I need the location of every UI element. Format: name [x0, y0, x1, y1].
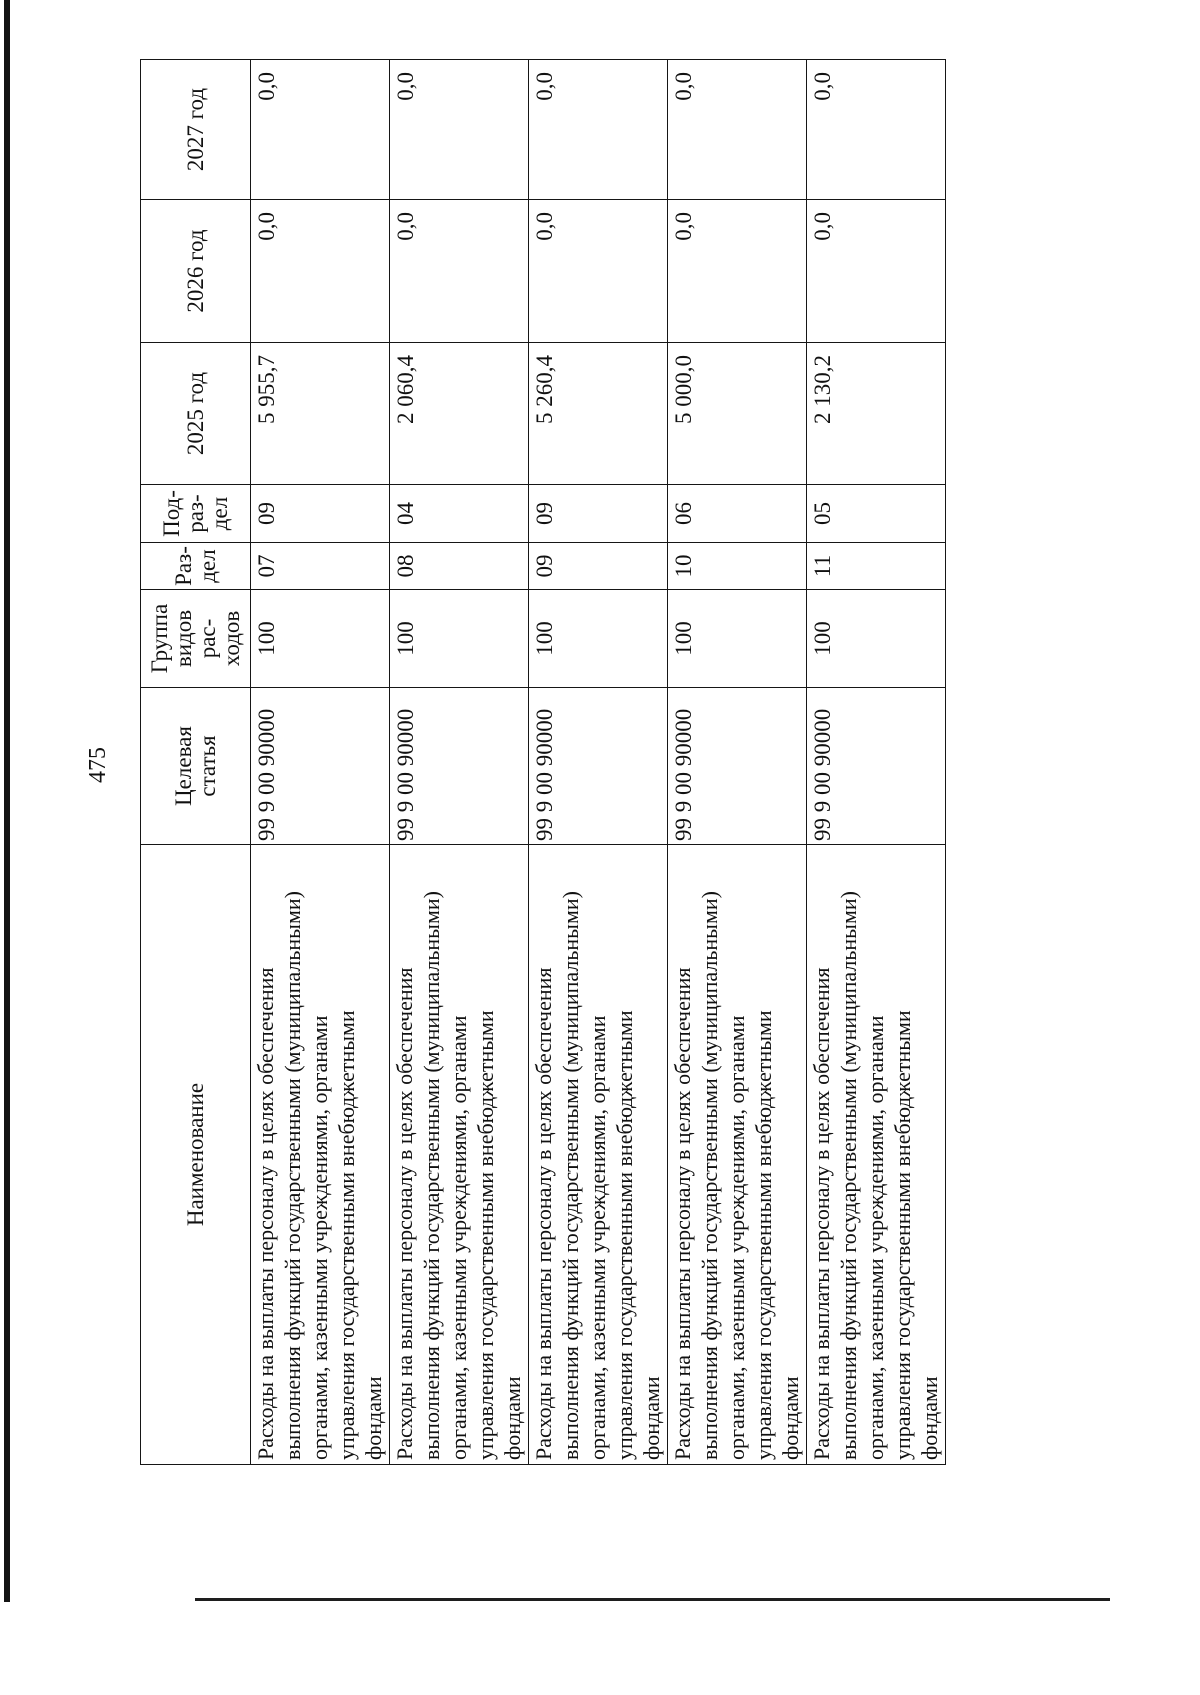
cell-name: Расходы на выплаты персоналу в целях обеспечения выполнения функций государственными (муниципальными) органами, казенными учреждениями, органами управления государственными внебюджетными фондами	[668, 845, 807, 1465]
header-year-2025: 2025 год	[141, 343, 251, 485]
table-row	[390, 60, 529, 1465]
header-year-2027: 2027 год	[141, 60, 251, 200]
cell-amount-2025: 5 260,4	[529, 343, 668, 485]
cell-subsection: 09	[251, 485, 390, 543]
cell-amount-2025: 5 955,7	[251, 343, 390, 485]
cell-expense-group: 100	[390, 590, 529, 688]
page-number: 475	[85, 747, 111, 783]
cell-section: 10	[668, 543, 807, 590]
cell-expense-group: 100	[807, 590, 946, 688]
cell-target-article: 99 9 00 90000	[807, 688, 946, 845]
header-expense-group: Группа видов рас- ходов	[141, 590, 251, 688]
cell-target-article: 99 9 00 90000	[390, 688, 529, 845]
cell-name: Расходы на выплаты персоналу в целях обеспечения выполнения функций государственными (муниципальными) органами, казенными учреждениями, органами управления государственными внебюджетными фондами	[807, 845, 946, 1465]
cell-amount-2026: 0,0	[668, 200, 807, 343]
cell-subsection: 05	[807, 485, 946, 543]
cell-amount-2026: 0,0	[529, 200, 668, 343]
cell-expense-group: 100	[251, 590, 390, 688]
table-body	[251, 60, 946, 1465]
cell-target-article: 99 9 00 90000	[529, 688, 668, 845]
budget-table	[140, 59, 946, 1465]
cell-target-article: 99 9 00 90000	[668, 688, 807, 845]
cell-amount-2026: 0,0	[251, 200, 390, 343]
cell-expense-group: 100	[668, 590, 807, 688]
cell-subsection: 09	[529, 485, 668, 543]
cell-amount-2027: 0,0	[251, 60, 390, 200]
cell-section: 07	[251, 543, 390, 590]
budget-table-container	[140, 60, 945, 1465]
table-header	[141, 60, 251, 1465]
cell-name: Расходы на выплаты персоналу в целях обеспечения выполнения функций государственными (муниципальными) органами, казенными учреждениями, органами управления государственными внебюджетными фондами	[390, 845, 529, 1465]
cell-section: 11	[807, 543, 946, 590]
cell-amount-2026: 0,0	[390, 200, 529, 343]
header-subsection: Под- раз- дел	[141, 485, 251, 543]
header-name: Наименование	[141, 845, 251, 1465]
cell-amount-2025: 2 130,2	[807, 343, 946, 485]
cell-amount-2027: 0,0	[668, 60, 807, 200]
cell-name: Расходы на выплаты персоналу в целях обеспечения выполнения функций государственными (муниципальными) органами, казенными учреждениями, органами управления государственными внебюджетными фондами	[529, 845, 668, 1465]
table-row	[529, 60, 668, 1465]
table-row	[668, 60, 807, 1465]
cell-amount-2027: 0,0	[529, 60, 668, 200]
cell-amount-2027: 0,0	[807, 60, 946, 200]
cell-target-article: 99 9 00 90000	[251, 688, 390, 845]
cell-section: 08	[390, 543, 529, 590]
scan-edge-bottom	[195, 1598, 1110, 1601]
cell-subsection: 04	[390, 485, 529, 543]
cell-amount-2025: 2 060,4	[390, 343, 529, 485]
header-target-article: Целевая статья	[141, 688, 251, 845]
header-section: Раз- дел	[141, 543, 251, 590]
cell-section: 09	[529, 543, 668, 590]
cell-amount-2025: 5 000,0	[668, 343, 807, 485]
cell-amount-2026: 0,0	[807, 200, 946, 343]
cell-subsection: 06	[668, 485, 807, 543]
cell-expense-group: 100	[529, 590, 668, 688]
header-year-2026: 2026 год	[141, 200, 251, 343]
table-row	[807, 60, 946, 1465]
table-row	[251, 60, 390, 1465]
cell-amount-2027: 0,0	[390, 60, 529, 200]
scan-edge-left	[4, 0, 10, 1602]
table-header-row	[141, 60, 251, 1465]
cell-name: Расходы на выплаты персоналу в целях обеспечения выполнения функций государственными (муниципальными) органами, казенными учреждениями, органами управления государственными внебюджетными фондами	[251, 845, 390, 1465]
